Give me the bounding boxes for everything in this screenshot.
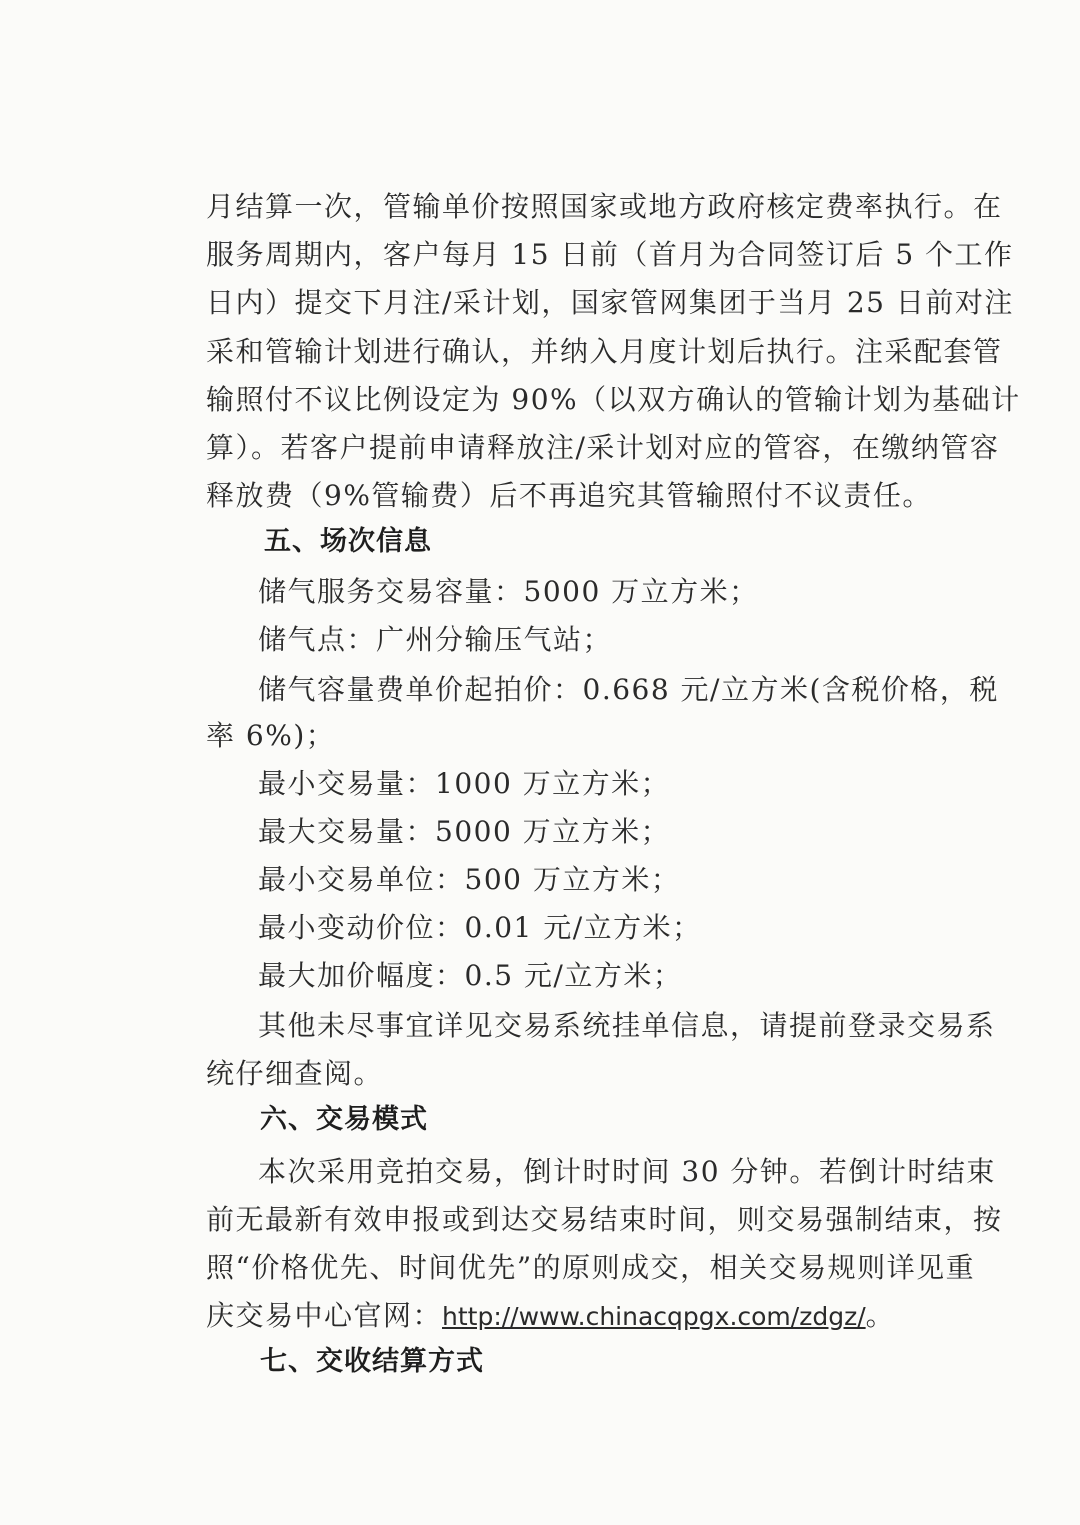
info-item: 最大加价幅度：0.5 元/立方米； bbox=[258, 959, 683, 992]
info-item: 其他未尽事宜详见交易系统挂单信息，请提前登录交易系 bbox=[258, 1009, 996, 1042]
section-heading: 七、交收结算方式 bbox=[260, 1346, 484, 1377]
info-item: 储气点：广州分输压气站； bbox=[258, 623, 613, 656]
info-item: 最小交易量：1000 万立方米； bbox=[258, 767, 671, 800]
website-link[interactable]: http://www.chinacqpgx.com/zdgz/ bbox=[442, 1302, 866, 1331]
paragraph-line: 前无最新有效申报或到达交易结束时间，则交易强制结束，按 bbox=[206, 1203, 1003, 1236]
info-item: 统仔细查阅。 bbox=[206, 1057, 384, 1090]
info-item: 最小交易单位：500 万立方米； bbox=[258, 863, 681, 896]
info-item: 储气服务交易容量：5000 万立方米； bbox=[258, 575, 759, 608]
paragraph-line: 照“价格优先、时间优先”的原则成交，相关交易规则详见重 bbox=[206, 1251, 976, 1284]
info-item: 最大交易量：5000 万立方米； bbox=[258, 815, 671, 848]
paragraph-line: 采和管输计划进行确认，并纳入月度计划后执行。注采配套管 bbox=[206, 335, 1003, 368]
info-item: 率 6%)； bbox=[206, 719, 336, 752]
paragraph-text: 庆交易中心官网： bbox=[206, 1299, 443, 1332]
paragraph-text: 。 bbox=[865, 1299, 896, 1332]
info-item: 最小变动价位：0.01 元/立方米； bbox=[258, 911, 702, 944]
section-heading: 六、交易模式 bbox=[260, 1104, 428, 1135]
paragraph-line: 本次采用竞拍交易，倒计时时间 30 分钟。若倒计时结束 bbox=[258, 1155, 996, 1188]
info-item: 储气容量费单价起拍价：0.668 元/立方米(含税价格，税 bbox=[258, 673, 999, 706]
paragraph-line: 输照付不议比例设定为 90%（以双方确认的管输计划为基础计 bbox=[206, 383, 1021, 416]
paragraph-line: 月结算一次，管输单价按照国家或地方政府核定费率执行。在 bbox=[206, 190, 1003, 223]
paragraph-line bbox=[206, 1296, 946, 1336]
paragraph-line: 服务周期内，客户每月 15 日前（首月为合同签订后 5 个工作 bbox=[206, 238, 1014, 271]
section-heading: 五、场次信息 bbox=[264, 526, 432, 557]
paragraph-line: 释放费（9%管输费）后不再追究其管输照付不议责任。 bbox=[206, 479, 932, 512]
paragraph-line: 日内）提交下月注/采计划，国家管网集团于当月 25 日前对注 bbox=[206, 286, 1014, 319]
paragraph-line: 算）。若客户提前申请释放注/采计划对应的管容，在缴纳管容 bbox=[206, 431, 1000, 464]
